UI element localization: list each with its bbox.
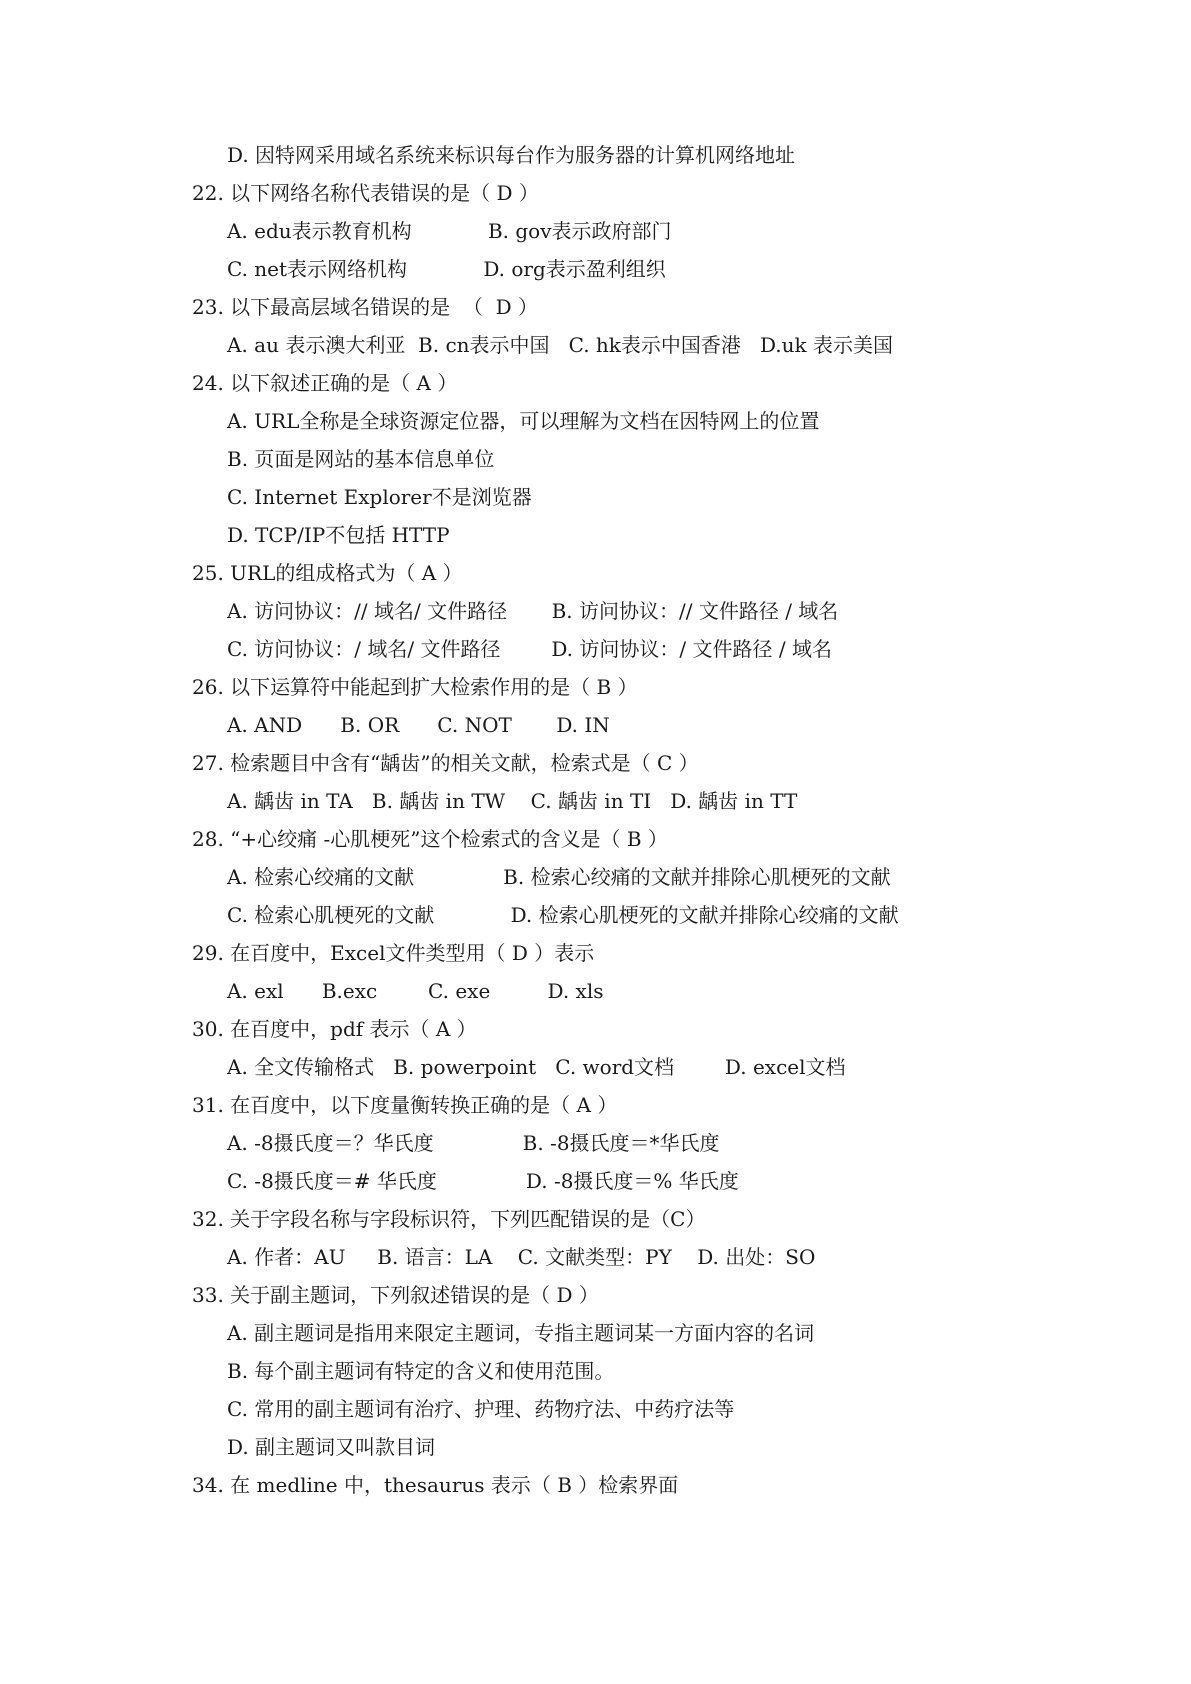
q29-options: A. exl B.exc C. exe D. xls: [227, 979, 604, 1003]
q34-question: 34. 在 medline 中，thesaurus 表示（ B ）检索界面: [192, 1473, 679, 1497]
q24-option-d: D. TCP/IP不包括 HTTP: [227, 523, 450, 547]
q25-question: 25. URL的组成格式为（ A ）: [192, 561, 463, 585]
q33-question: 33. 关于副主题词，下列叙述错误的是（ D ）: [192, 1283, 599, 1307]
q30-question: 30. 在百度中，pdf 表示（ A ）: [192, 1017, 477, 1041]
q28-options-ab: A. 检索心绞痛的文献 B. 检索心绞痛的文献并排除心肌梗死的文献: [227, 865, 891, 889]
q27-question: 27. 检索题目中含有“龋齿”的相关文献，检索式是（ C ）: [192, 751, 699, 775]
q22-options-ab: A. edu表示教育机构 B. gov表示政府部门: [227, 219, 672, 243]
q22-question: 22. 以下网络名称代表错误的是（ D ）: [192, 181, 539, 205]
q24-question: 24. 以下叙述正确的是（ A ）: [192, 371, 458, 395]
q24-option-b: B. 页面是网站的基本信息单位: [227, 447, 495, 471]
q25-options-cd: C. 访问协议：/ 域名/ 文件路径 D. 访问协议：/ 文件路径 / 域名: [227, 637, 832, 661]
q31-options-cd: C. -8摄氏度＝# 华氏度 D. -8摄氏度＝% 华氏度: [227, 1169, 739, 1193]
q27-options: A. 龋齿 in TA B. 龋齿 in TW C. 龋齿 in TI D. 龋齿 in TT: [227, 789, 798, 813]
q23-options: A. au 表示澳大利亚 B. cn表示中国 C. hk表示中国香港 D.uk 表示美国: [227, 333, 894, 357]
q23-question: 23. 以下最高层域名错误的是 （ D ）: [192, 295, 538, 319]
q28-options-cd: C. 检索心肌梗死的文献 D. 检索心肌梗死的文献并排除心绞痛的文献: [227, 903, 899, 927]
q33-option-c: C. 常用的副主题词有治疗、护理、药物疗法、中药疗法等: [227, 1397, 735, 1421]
q31-options-ab: A. -8摄氏度＝？华氏度 B. -8摄氏度＝*华氏度: [227, 1131, 720, 1155]
q28-question: 28. “+心绞痛 -心肌梗死”这个检索式的含义是（ B ）: [192, 827, 668, 851]
q25-options-ab: A. 访问协议：// 域名/ 文件路径 B. 访问协议：// 文件路径 / 域名: [227, 599, 839, 623]
q32-question: 32. 关于字段名称与字段标识符，下列匹配错误的是（C）: [192, 1207, 706, 1231]
q33-option-a: A. 副主题词是指用来限定主题词，专指主题词某一方面内容的名词: [227, 1321, 815, 1345]
q26-options: A. AND B. OR C. NOT D. IN: [227, 713, 610, 737]
q32-options: A. 作者：AU B. 语言：LA C. 文献类型：PY D. 出处：SO: [227, 1245, 816, 1269]
q33-option-d: D. 副主题词又叫款目词: [227, 1435, 436, 1459]
q22-options-cd: C. net表示网络机构 D. org表示盈利组织: [227, 257, 666, 281]
q24-option-c: C. Internet Explorer不是浏览器: [227, 485, 532, 509]
q29-question: 29. 在百度中，Excel文件类型用（ D ）表示: [192, 941, 595, 965]
q33-option-b: B. 每个副主题词有特定的含义和使用范围。: [227, 1359, 615, 1383]
q24-option-a: A. URL全称是全球资源定位器，可以理解为文档在因特网上的位置: [227, 409, 820, 433]
q21-option-d: D. 因特网采用域名系统来标识每台作为服务器的计算机网络地址: [227, 143, 796, 167]
q26-question: 26. 以下运算符中能起到扩大检索作用的是（ B ）: [192, 675, 638, 699]
q30-options: A. 全文传输格式 B. powerpoint C. word文档 D. excel文档: [227, 1055, 846, 1079]
q31-question: 31. 在百度中，以下度量衡转换正确的是（ A ）: [192, 1093, 618, 1117]
